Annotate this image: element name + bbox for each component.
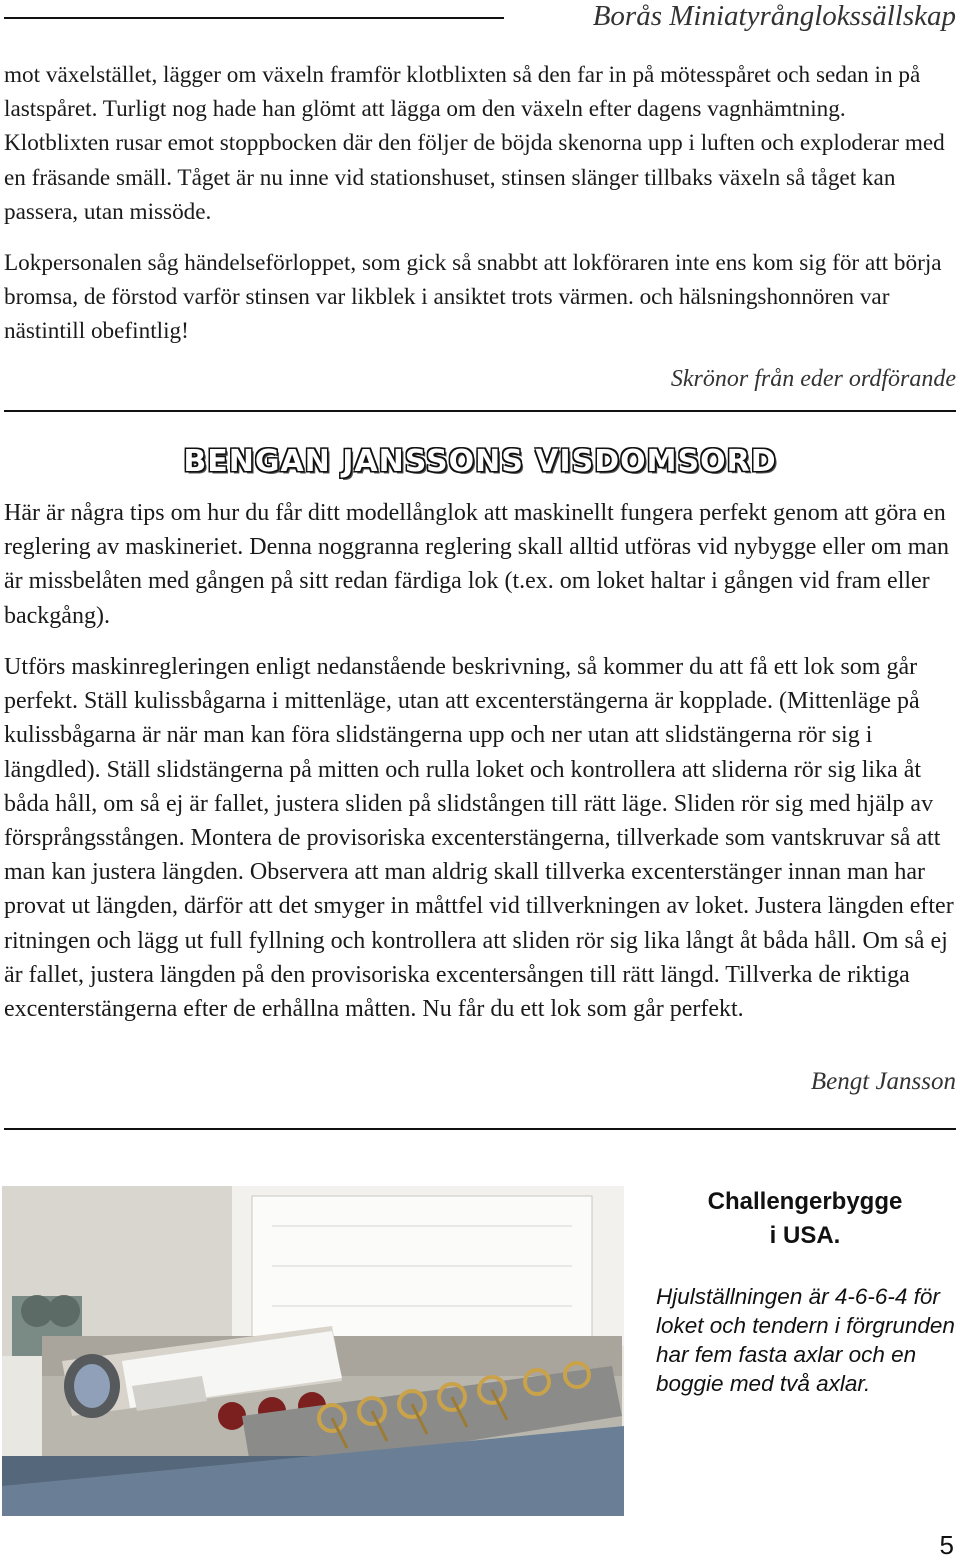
article2-paragraph-1: Här är några tips om hur du får ditt modellånglok att maskinellt fungera perfekt genom att göra en reglering av maskineriet. Denna noggranna reglering skall alltid utföras vid nybygge eller om man är missbelåten med gången på sitt redan färdiga lok (t.ex. om loket haltar i gången vid fram eller backgång). xyxy=(4,500,950,629)
section-divider xyxy=(4,1128,956,1130)
locomotive-photo xyxy=(2,1186,624,1516)
article2-paragraph-2: Utförs maskinregleringen enligt nedanstående beskrivning, så kommer du att få ett lok som går perfekt. Ställ kulissbågarna i mittenläge, utan att excenterstängerna är kopplade. (Mittenläge på kulissbågarna är när man kan föra slidstängerna upp och ner utan att slidstängerna rör sig i längdled). Ställ slidstängerna på mitten och rulla loket och kontrollera att sliderna rör sig lika åt båda håll, om så ej är fallet, justera sliden på slidstången till rätt läge. Sliden rör sig med hjälp av försprångsstången. Montera de provisoriska excenterstängerna, tillverkade som vantskruvar så att man kan justera längden. Observera att man aldrig skall tillverka excenterstänger innan man har provat ut längden, därför att det smyger in måttfel vid tillverkningen av loket. Justera längden efter ritningen och lägg ut full fyllning och kontrollera att sliden rör sig lika långt åt båda håll. Om så ej är fallet, justera längden på den provisoriska excentersången till rätt längd. Tillverka de riktiga excenterstängerna efter de erhållna måtten. Nu får du ett lok som går perfekt. xyxy=(4,654,954,1023)
photo-caption-title xyxy=(660,1185,950,1253)
article1-paragraph-1: mot växelstället, lägger om växeln framför klotblixten så den far in på mötesspåret och sedan in på lastspåret. Turligt nog hade han glömt att lägga om den växeln efter dagens vagnhämtning. Klotblixten rusar emot stoppbocken där den följer de böjda skenorna upp i luften och exploderar med en fräsande smäll. Tåget är nu inne vid stationshuset, stinsen slänger tillbaks växeln så tåget kan passera, utan missöde. xyxy=(4,62,945,225)
page-header xyxy=(0,0,960,40)
section-title: BENGAN JANSSONS VISDOMSORD xyxy=(183,444,777,479)
header-title: Borås Miniatyrånglokssällskap xyxy=(592,0,956,32)
article1-paragraph-2: Lokpersonalen såg händelseförloppet, som gick så snabbt att lokföraren inte ens kom sig för att börja bromsa, de förstod varför stinsen var likblek i ansiktet trots värmen. och hälsningshonnören var nästintill obefintlig! xyxy=(4,250,942,345)
photo-caption-title-line1: Challengerbygge xyxy=(707,1188,903,1215)
photo-caption-title-line2: i USA. xyxy=(769,1222,841,1249)
section-divider xyxy=(4,410,956,412)
photo-caption-text: Hjulställningen är 4-6-6-4 för loket och tendern i förgrunden har fem fasta axlar och en boggie med två axlar. xyxy=(656,1284,955,1396)
article2-signature: Bengt Jansson xyxy=(810,1068,956,1095)
header-rule xyxy=(4,17,504,19)
article1-signature: Skrönor från eder ordförande xyxy=(670,366,956,392)
page-number: 5 xyxy=(939,1530,954,1560)
